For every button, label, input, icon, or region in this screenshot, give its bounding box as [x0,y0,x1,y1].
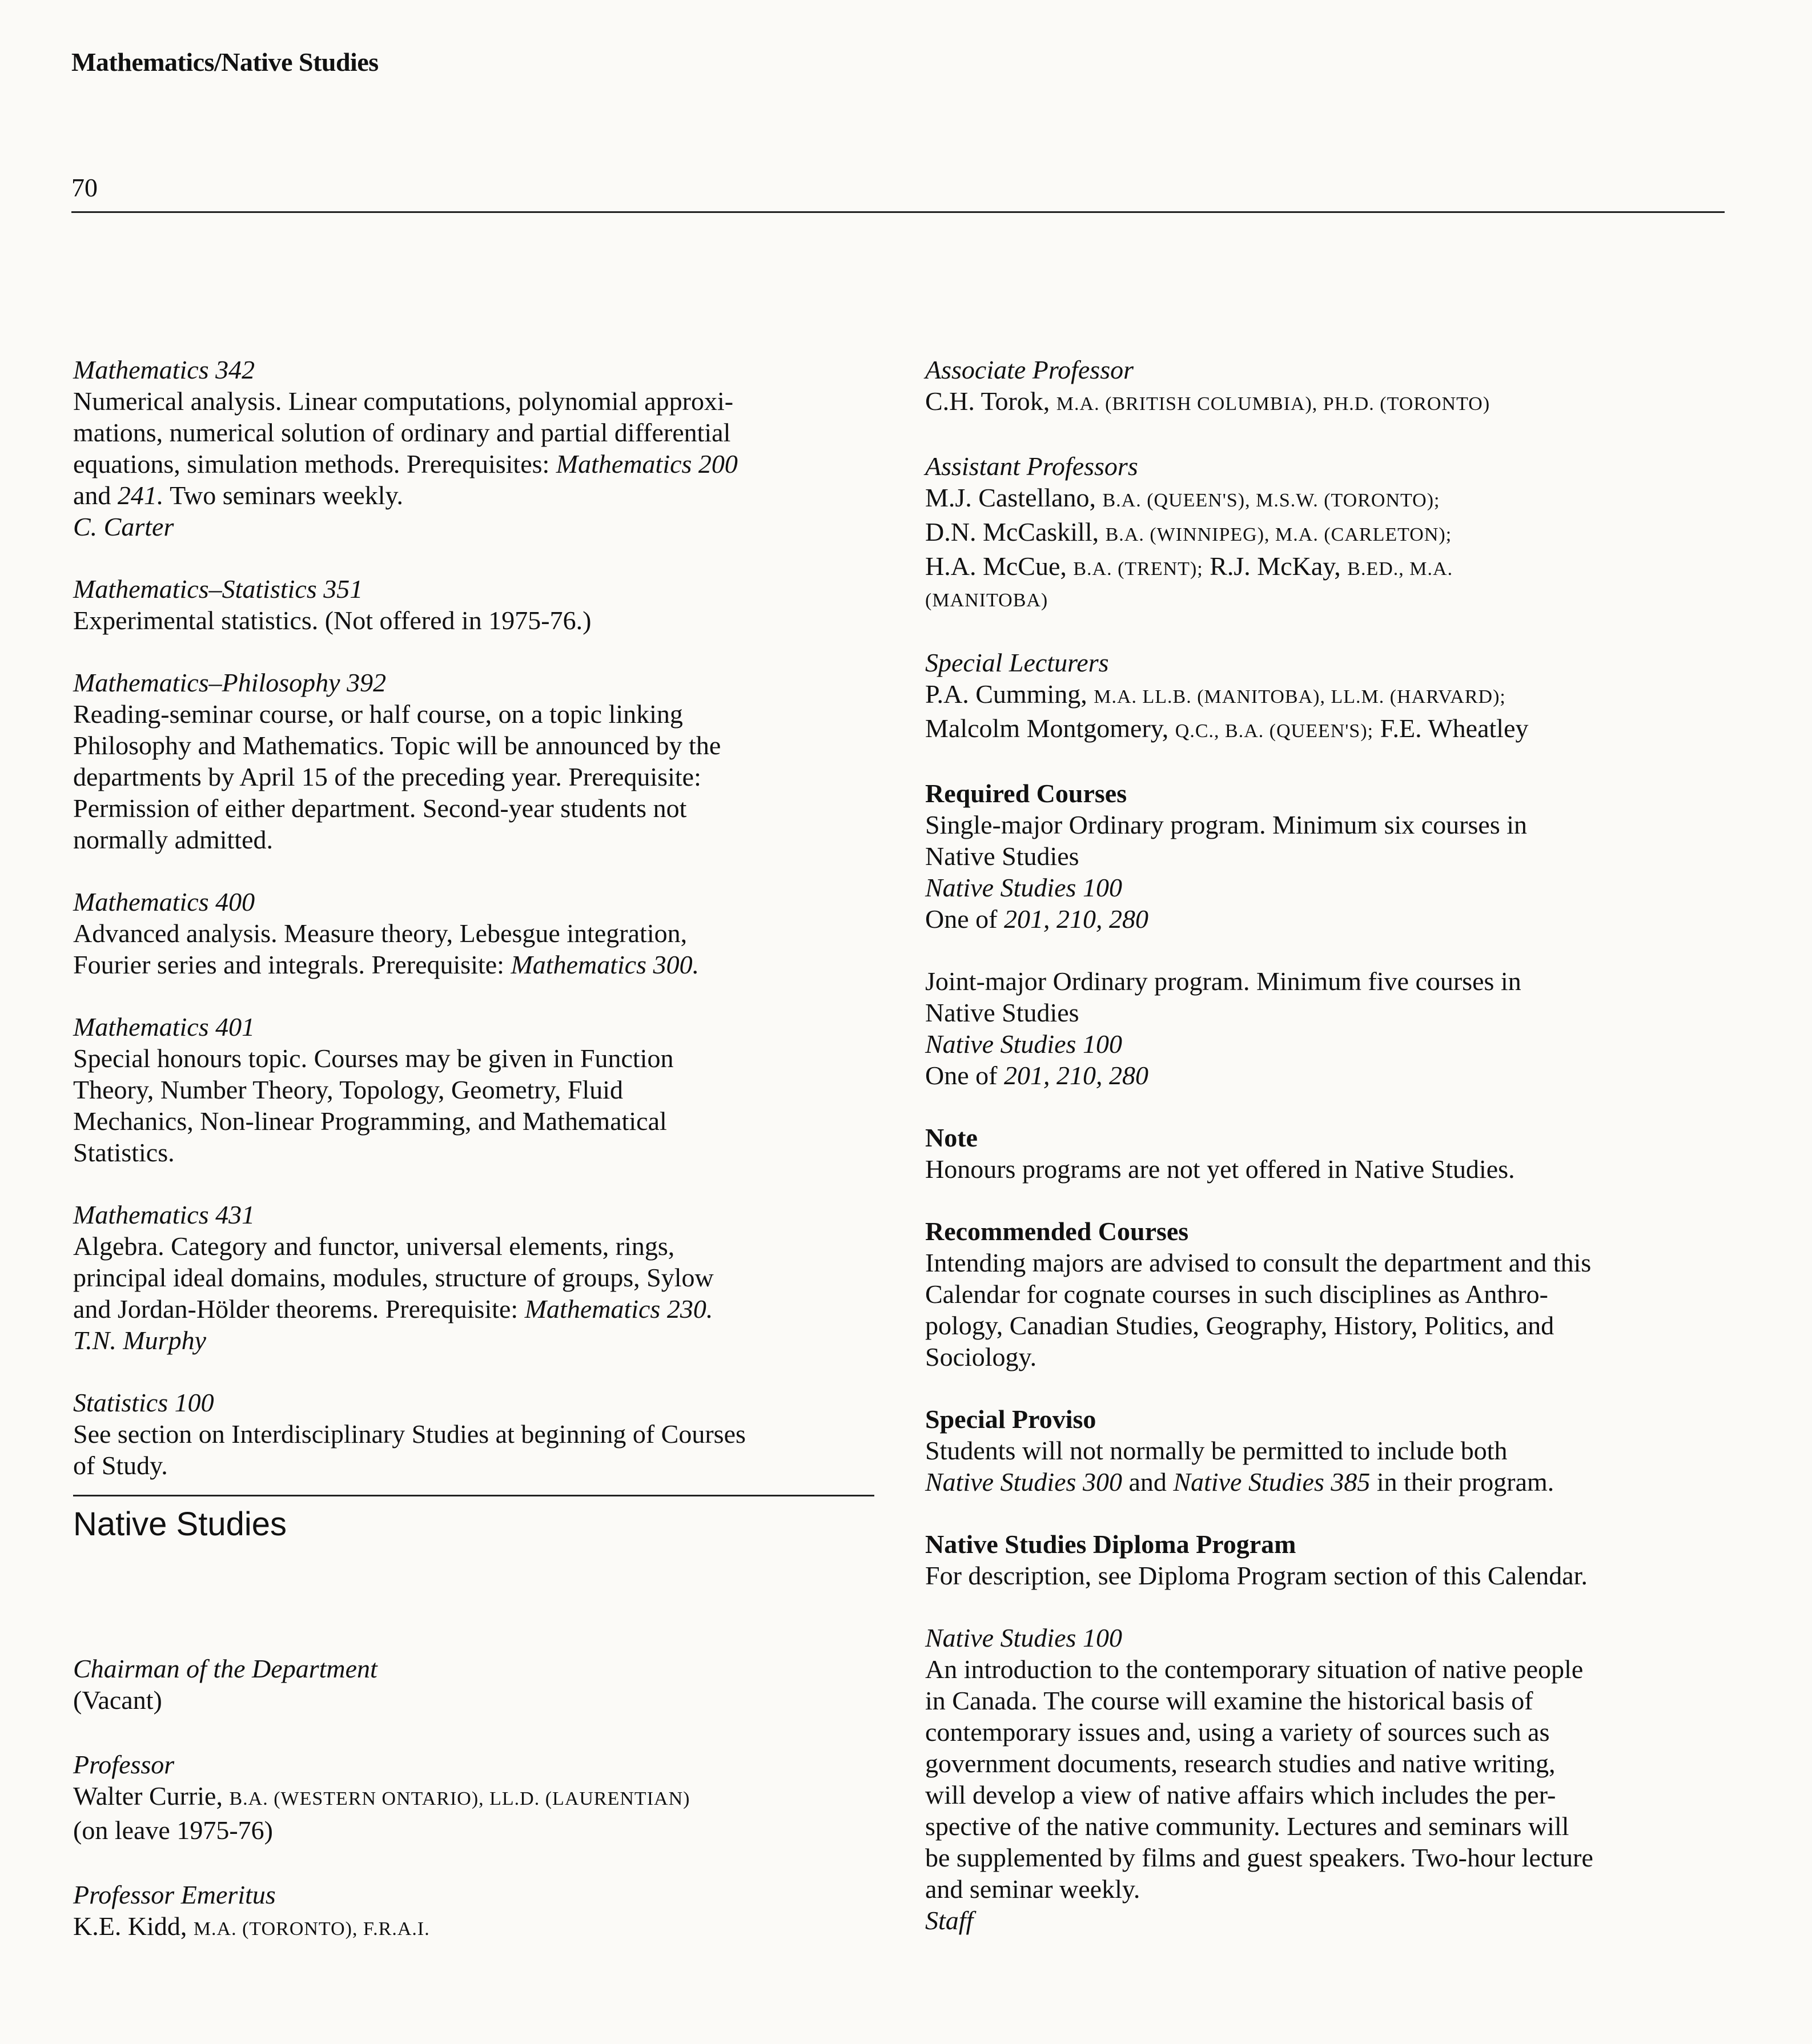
course-text: departments by April 15 of the preceding year. Prerequisite: [73,762,701,791]
subhead: Special Proviso [925,1405,1096,1434]
name: C.H. Torok, [925,387,1056,416]
course-text: An introduction to the contemporary situation of native people [925,1655,1584,1684]
course-ref: 201, 210, 280 [1003,904,1148,934]
body-text: Honours programs are not yet offered in Native Studies. [925,1154,1515,1184]
text: Fourier series and integrals. Prerequisite: [73,950,511,979]
course-entry [925,1622,1736,1936]
course-entry [73,1387,884,1481]
course-text: will develop a view of native affairs which includes the per- [925,1780,1556,1809]
body-text: Single-major Ordinary program. Minimum six courses in [925,810,1528,839]
name: H.A. McCue, [925,552,1074,581]
course-text: spective of the native community. Lectures and seminars will [925,1812,1569,1841]
body-text: Calendar for cognate courses in such disciplines as Anthro- [925,1279,1548,1309]
course-entry [73,573,884,636]
course-text: of Study. [73,1451,168,1480]
faculty-role: Special Lecturers [925,648,1109,677]
text: in their program. [1370,1467,1554,1496]
subhead: Native Studies Diploma Program [925,1530,1296,1559]
course-text: Experimental statistics. (Not offered in 1975-76.) [73,606,592,635]
name: R.J. McKay, [1203,552,1348,581]
subhead: Note [925,1123,978,1152]
course-ref: Native Studies 300 [925,1467,1122,1496]
course-title: Native Studies 100 [925,1623,1122,1652]
course-ref: Native Studies 100 [925,1029,1122,1059]
course-text: Permission of either department. Second-year students not [73,794,687,823]
course-text: Reading-seminar course, or half course, on a topic linking [73,699,683,729]
faculty-name [925,713,1736,747]
course-text: Theory, Number Theory, Topology, Geometry, Fluid [73,1075,624,1104]
faculty-entry [73,1879,884,1945]
faculty-entry [925,647,1736,747]
faculty-name [925,516,1736,550]
course-ref: Mathematics 230. [524,1294,713,1323]
body-text: Students will not normally be permitted to include both [925,1436,1508,1465]
faculty-name [925,678,1736,713]
body-text: pology, Canadian Studies, Geography, History, Politics, and [925,1311,1554,1340]
credentials: M.A. LL.B. (MANITOBA), LL.M. (HARVARD); [1094,686,1506,707]
faculty-name [925,385,1736,420]
faculty-name [925,550,1736,585]
subhead: Recommended Courses [925,1217,1189,1246]
body-text: Native Studies [925,998,1079,1027]
faculty-role: Professor Emeritus [73,1880,276,1909]
name: Malcolm Montgomery, [925,714,1175,743]
course-title: Mathematics–Statistics 351 [73,574,363,603]
course-text: and seminar weekly. [925,1874,1140,1904]
credentials: B.A. (WESTERN ONTARIO), LL.D. (LAURENTIAN) [229,1788,690,1809]
course-ref: 241. [117,481,164,510]
recommended-courses [925,1216,1736,1373]
course-ref: 201, 210, 280 [1003,1061,1148,1090]
credentials: M.A. (TORONTO), F.R.A.I. [193,1918,430,1940]
subhead: Required Courses [925,779,1127,808]
name: M.J. Castellano, [925,483,1103,512]
course-title: Mathematics 400 [73,887,255,916]
credentials: M.A. (BRITISH COLUMBIA), PH.D. (TORONTO) [1056,393,1490,415]
credentials: (MANITOBA) [925,590,1048,611]
body-text: Intending majors are advised to consult the department and this [925,1248,1592,1277]
course-text: contemporary issues and, using a variety of sources such as [925,1717,1550,1747]
section-rule [73,1495,874,1496]
course-text: Philosophy and Mathematics. Topic will be announced by the [73,731,721,760]
text: Two seminars weekly. [163,481,404,510]
course-ref: Mathematics 200 [556,449,738,478]
diploma-program [925,1528,1736,1591]
required-courses [925,778,1736,935]
course-text: Statistics. [73,1138,175,1167]
faculty-entry [925,450,1736,616]
course-text [73,1293,884,1325]
running-head: Mathematics/Native Studies [71,47,379,77]
instructor: C. Carter [73,512,174,541]
course-title: Mathematics 401 [73,1012,255,1041]
text: One of [925,904,1004,934]
course-entry [73,1199,884,1356]
course-text: normally admitted. [73,825,274,854]
course-text [73,949,884,980]
course-text [73,448,884,480]
note [925,1122,1736,1185]
faculty-entry [73,1653,884,1716]
text: and [1122,1467,1174,1496]
course-entry [73,354,884,542]
course-entry [73,886,884,980]
text: equations, simulation methods. Prerequisites: [73,449,556,478]
faculty-role: Assistant Professors [925,452,1138,481]
body-text [925,903,1736,935]
course-text: Algebra. Category and functor, universal elements, rings, [73,1232,675,1261]
body-text: Joint-major Ordinary program. Minimum five courses in [925,967,1521,996]
course-text: government documents, research studies and native writing, [925,1749,1556,1778]
faculty-role: Professor [73,1750,175,1779]
faculty-name [925,482,1736,516]
course-title: Mathematics 342 [73,355,255,384]
name: P.A. Cumming, [925,679,1094,709]
body-text: For description, see Diploma Program section of this Calendar. [925,1561,1588,1590]
course-text: Mechanics, Non-linear Programming, and Mathematical [73,1107,667,1136]
course-ref: Native Studies 385 [1173,1467,1371,1496]
credentials: B.ED., M.A. [1347,558,1453,580]
course-ref: Native Studies 100 [925,873,1122,902]
credentials: B.A. (WINNIPEG), M.A. (CARLETON); [1105,524,1452,545]
faculty-name [73,1780,884,1814]
course-text [73,480,884,511]
page-number: 70 [71,173,98,202]
header-rule [71,211,1725,213]
section-title: Native Studies [73,1506,287,1543]
instructor: T.N. Murphy [73,1326,206,1355]
course-entry [73,667,884,855]
name: D.N. McCaskill, [925,517,1106,546]
course-text: Numerical analysis. Linear computations, polynomial approxi- [73,387,734,416]
text: One of [925,1061,1004,1090]
faculty-name [73,1910,884,1945]
required-courses-joint [925,965,1736,1091]
credentials: Q.C., B.A. (QUEEN'S); [1175,721,1374,742]
faculty-note: (on leave 1975-76) [73,1816,273,1845]
course-text: Special honours topic. Courses may be given in Function [73,1044,674,1073]
faculty-entry [73,1749,884,1846]
course-text: mations, numerical solution of ordinary and partial differential [73,418,731,447]
course-entry [73,1011,884,1168]
course-text: be supplemented by films and guest speakers. Two-hour lecture [925,1843,1593,1872]
body-text [925,1466,1736,1498]
course-text: See section on Interdisciplinary Studies at beginning of Courses [73,1419,746,1448]
special-proviso [925,1403,1736,1498]
text: and [73,481,118,510]
course-title: Mathematics 431 [73,1200,255,1229]
body-text: Sociology. [925,1342,1037,1371]
faculty-name: (Vacant) [73,1685,162,1715]
instructor: Staff [925,1906,974,1935]
right-column [925,354,1736,1967]
faculty-role: Associate Professor [925,355,1134,384]
body-text: Native Studies [925,842,1079,871]
course-title: Mathematics–Philosophy 392 [73,668,387,697]
body-text [925,1060,1736,1091]
name: K.E. Kidd, [73,1912,194,1941]
text: and Jordan-Hölder theorems. Prerequisite: [73,1294,525,1323]
course-ref: Mathematics 300. [511,950,700,979]
name: Walter Currie, [73,1781,230,1810]
name: F.E. Wheatley [1373,714,1529,743]
faculty-entry [925,354,1736,420]
credentials: B.A. (QUEEN'S), M.S.W. (TORONTO); [1102,490,1440,511]
course-text: Advanced analysis. Measure theory, Lebesgue integration, [73,919,688,948]
course-title: Statistics 100 [73,1388,214,1417]
credentials: B.A. (TRENT); [1073,558,1203,580]
course-text: in Canada. The course will examine the historical basis of [925,1686,1533,1715]
faculty-role: Chairman of the Department [73,1654,377,1683]
left-column [73,354,884,1978]
course-text: principal ideal domains, modules, structure of groups, Sylow [73,1263,714,1292]
